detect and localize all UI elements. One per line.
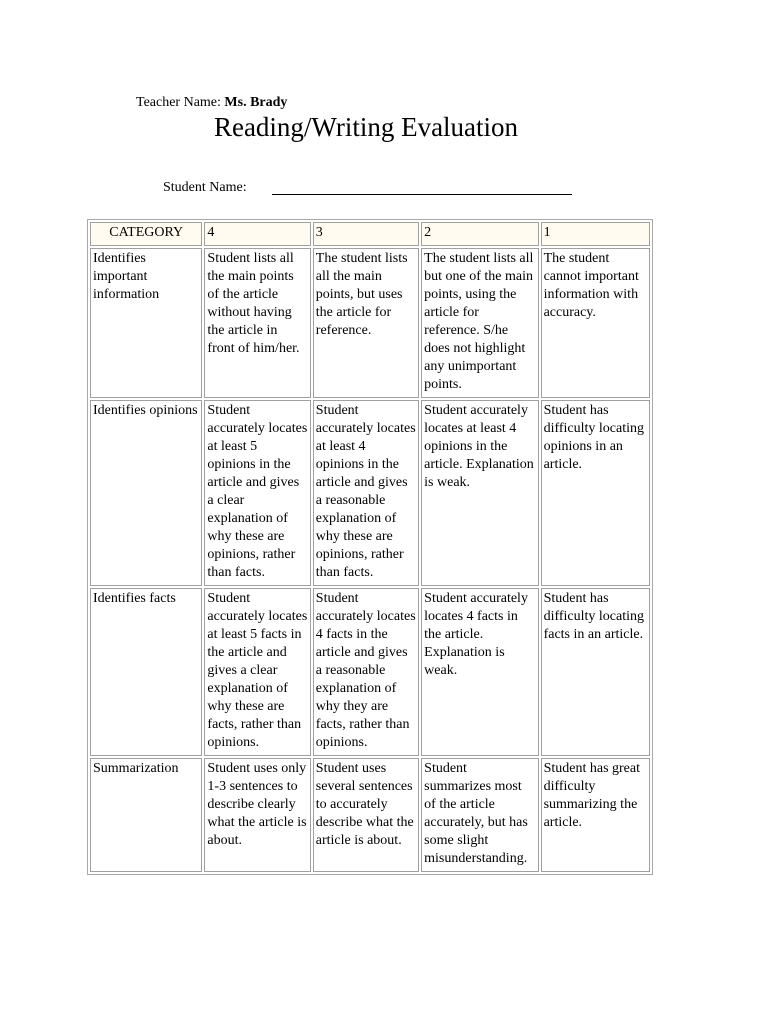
table-cell: Student has difficulty locating facts in an article. [541,588,650,756]
column-header-category: CATEGORY [90,222,202,246]
table-cell: Student has great difficulty summarizing the article. [541,758,650,872]
table-cell: Student accurately locates at least 5 facts in the article and gives a clear explanation of why these are facts, rather than opinions. [204,588,310,756]
student-name-blank [272,185,572,195]
table-header-row [90,222,650,246]
table-cell: The student cannot important information with accuracy. [541,248,650,398]
table-cell: Student has difficulty locating opinions in an article. [541,400,650,586]
table-cell: Student accurately locates 4 facts in the article and gives a reasonable explanation of why they are facts, rather than opinions. [313,588,419,756]
row-category: Identifies important information [90,248,202,398]
table-cell: Student accurately locates 4 facts in the article. Explanation is weak. [421,588,538,756]
row-category: Identifies opinions [90,400,202,586]
teacher-name: Ms. Brady [224,95,288,110]
column-header-2: 2 [421,222,538,246]
column-header-3: 3 [313,222,419,246]
table-row [90,248,650,398]
column-header-1: 1 [541,222,650,246]
teacher-label: Teacher Name: [136,95,221,110]
table-row [90,758,650,872]
column-header-4: 4 [204,222,310,246]
table-cell: Student uses only 1-3 sentences to describe clearly what the article is about. [204,758,310,872]
table-cell: Student accurately locates at least 4 opinions in the article. Explanation is weak. [421,400,538,586]
table-cell: The student lists all the main points, but uses the article for reference. [313,248,419,398]
rubric-table [87,219,653,875]
table-cell: The student lists all but one of the main points, using the article for reference. S/he does not highlight any unimportant points. [421,248,538,398]
table-row [90,588,650,756]
row-category: Summarization [90,758,202,872]
table-cell: Student uses several sentences to accurately describe what the article is about. [313,758,419,872]
table-cell: Student accurately locates at least 4 opinions in the article and gives a reasonable explanation of why these are opinions, rather than facts. [313,400,419,586]
row-category: Identifies facts [90,588,202,756]
table-row [90,400,650,586]
table-cell: Student summarizes most of the article accurately, but has some slight misunderstanding. [421,758,538,872]
teacher-line [136,95,287,111]
student-name-label: Student Name: [163,180,247,195]
table-cell: Student lists all the main points of the article without having the article in front of him/her. [204,248,310,398]
page-title: Reading/Writing Evaluation [213,112,519,142]
table-cell: Student accurately locates at least 5 opinions in the article and gives a clear explanation of why these are opinions, rather than facts. [204,400,310,586]
